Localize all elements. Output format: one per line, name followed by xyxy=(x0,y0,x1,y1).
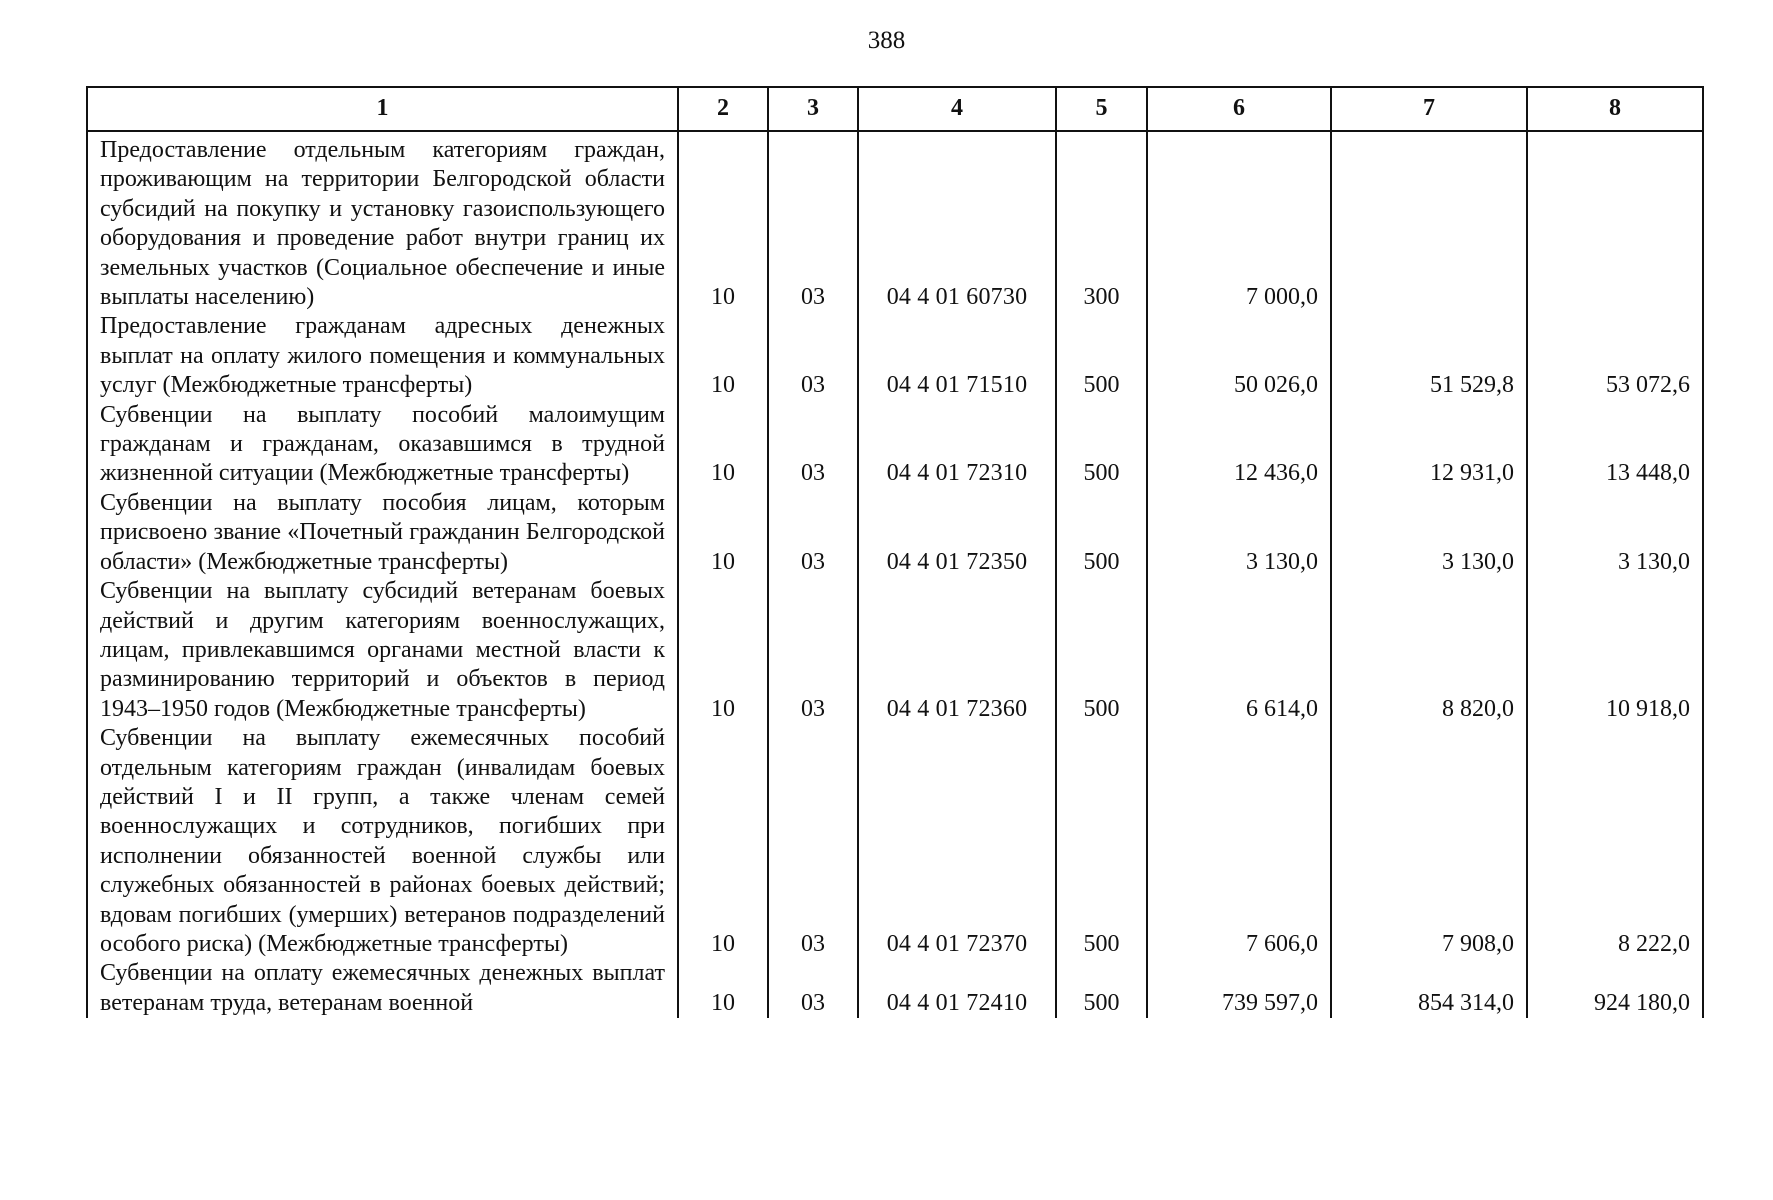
row-subsection: 03 xyxy=(768,312,858,400)
budget-table-container xyxy=(86,86,1702,1098)
row-target-code: 04 4 01 72410 xyxy=(858,959,1056,1018)
table-row xyxy=(87,401,1703,489)
column-header-row xyxy=(87,87,1703,131)
row-amount-col8 xyxy=(1527,131,1703,312)
row-amount-col8: 8 222,0 xyxy=(1527,724,1703,959)
row-description: Субвенции на выплату субсидий ветеранам боевых действий и другим категориям военнослужащих, лицам, привлекавшимся органами местной власти к разминированию территорий и объектов в период 1943–1950 годов (Межбюджетные трансферты) xyxy=(87,577,678,724)
table-row xyxy=(87,724,1703,959)
row-amount-col7: 854 314,0 xyxy=(1331,959,1527,1018)
row-amount-col8: 10 918,0 xyxy=(1527,577,1703,724)
column-header-8: 8 xyxy=(1527,87,1703,131)
row-expense-type: 500 xyxy=(1056,489,1147,577)
row-description: Субвенции на выплату пособий малоимущим гражданам и гражданам, оказавшимся в трудной жизненной ситуации (Межбюджетные трансферты) xyxy=(87,401,678,489)
page-number: 388 xyxy=(867,27,906,54)
column-header-4: 4 xyxy=(858,87,1056,131)
column-header-1: 1 xyxy=(87,87,678,131)
row-amount-col8: 13 448,0 xyxy=(1527,401,1703,489)
row-amount-col7: 3 130,0 xyxy=(1331,489,1527,577)
row-subsection: 03 xyxy=(768,131,858,312)
row-expense-type: 500 xyxy=(1056,724,1147,959)
column-header-6: 6 xyxy=(1147,87,1331,131)
row-amount-col6: 7 606,0 xyxy=(1147,724,1331,959)
row-subsection: 03 xyxy=(768,489,858,577)
row-section: 10 xyxy=(678,489,768,577)
column-header-7: 7 xyxy=(1331,87,1527,131)
row-target-code: 04 4 01 60730 xyxy=(858,131,1056,312)
row-subsection: 03 xyxy=(768,959,858,1018)
row-target-code: 04 4 01 72310 xyxy=(858,401,1056,489)
row-section: 10 xyxy=(678,312,768,400)
row-description: Предоставление гражданам адресных денежных выплат на оплату жилого помещения и коммунальных услуг (Межбюджетные трансферты) xyxy=(87,312,678,400)
row-amount-col6: 50 026,0 xyxy=(1147,312,1331,400)
row-target-code: 04 4 01 71510 xyxy=(858,312,1056,400)
row-expense-type: 500 xyxy=(1056,959,1147,1018)
row-amount-col6: 7 000,0 xyxy=(1147,131,1331,312)
row-amount-col8: 3 130,0 xyxy=(1527,489,1703,577)
row-amount-col7: 7 908,0 xyxy=(1331,724,1527,959)
row-subsection: 03 xyxy=(768,724,858,959)
row-target-code: 04 4 01 72370 xyxy=(858,724,1056,959)
row-amount-col6: 739 597,0 xyxy=(1147,959,1331,1018)
row-subsection: 03 xyxy=(768,401,858,489)
row-amount-col8: 53 072,6 xyxy=(1527,312,1703,400)
row-subsection: 03 xyxy=(768,577,858,724)
budget-table xyxy=(86,86,1704,1018)
row-section: 10 xyxy=(678,959,768,1018)
row-description: Субвенции на выплату пособия лицам, которым присвоено звание «Почетный гражданин Белгородской области» (Межбюджетные трансферты) xyxy=(87,489,678,577)
row-section: 10 xyxy=(678,577,768,724)
row-expense-type: 500 xyxy=(1056,577,1147,724)
row-amount-col7: 51 529,8 xyxy=(1331,312,1527,400)
row-amount-col7: 12 931,0 xyxy=(1331,401,1527,489)
row-target-code: 04 4 01 72360 xyxy=(858,577,1056,724)
page-bottom-margin xyxy=(86,1098,1702,1200)
row-description: Предоставление отдельным категориям граждан, проживающим на территории Белгородской области субсидий на покупку и установку газоиспользующего оборудования и проведение работ внутри границ их земельных участков (Социальное обеспечение и иные выплаты населению) xyxy=(87,131,678,312)
table-row xyxy=(87,577,1703,724)
table-row xyxy=(87,959,1703,1018)
column-header-3: 3 xyxy=(768,87,858,131)
row-amount-col8: 924 180,0 xyxy=(1527,959,1703,1018)
row-description: Субвенции на оплату ежемесячных денежных выплат ветеранам труда, ветеранам военной xyxy=(87,959,678,1018)
column-header-5: 5 xyxy=(1056,87,1147,131)
row-amount-col6: 6 614,0 xyxy=(1147,577,1331,724)
row-expense-type: 500 xyxy=(1056,401,1147,489)
table-row xyxy=(87,489,1703,577)
row-section: 10 xyxy=(678,724,768,959)
row-expense-type: 300 xyxy=(1056,131,1147,312)
row-amount-col6: 12 436,0 xyxy=(1147,401,1331,489)
row-amount-col7: 8 820,0 xyxy=(1331,577,1527,724)
row-amount-col6: 3 130,0 xyxy=(1147,489,1331,577)
row-amount-col7 xyxy=(1331,131,1527,312)
table-row xyxy=(87,131,1703,312)
column-header-2: 2 xyxy=(678,87,768,131)
row-expense-type: 500 xyxy=(1056,312,1147,400)
row-section: 10 xyxy=(678,401,768,489)
row-target-code: 04 4 01 72350 xyxy=(858,489,1056,577)
row-section: 10 xyxy=(678,131,768,312)
row-description: Субвенции на выплату ежемесячных пособий отдельным категориям граждан (инвалидам боевых действий I и II групп, а также членам семей военнослужащих и сотрудников, погибших при исполнении обязанностей военной службы или служебных обязанностей в районах боевых действий; вдовам погибших (умерших) ветеранов подразделений особого риска) (Межбюджетные трансферты) xyxy=(87,724,678,959)
table-row xyxy=(87,312,1703,400)
